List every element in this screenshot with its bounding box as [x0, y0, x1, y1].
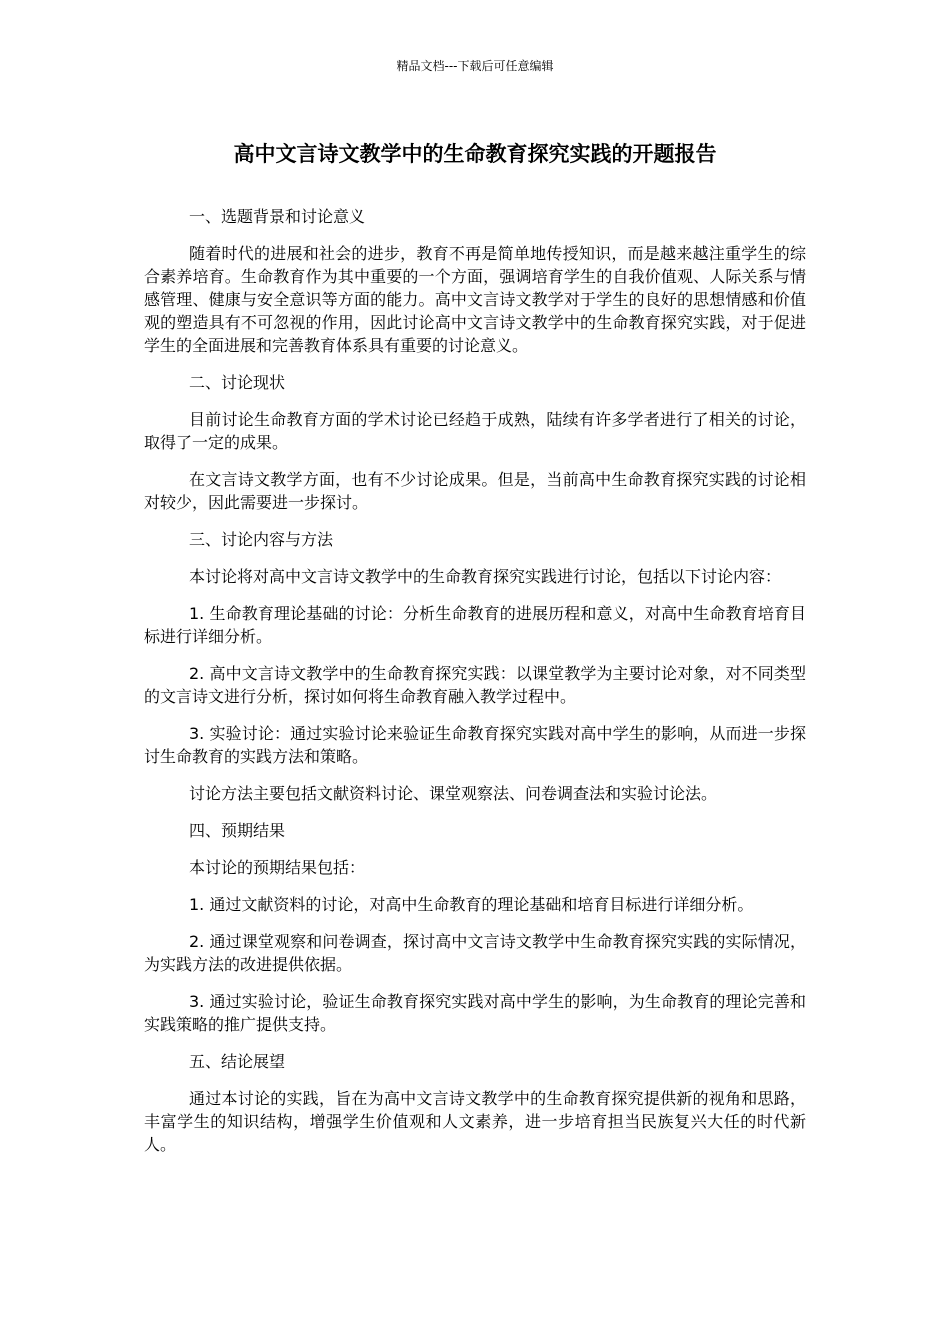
paragraph-content-intro: 本讨论将对高中文言诗文教学中的生命教育探究实践进行讨论，包括以下讨论内容：	[189, 567, 782, 586]
section-heading-status: 二、讨论现状	[189, 373, 286, 392]
list-item-expected-2: 2. 通过课堂观察和问卷调查，探讨高中文言诗文教学中生命教育探究实践的实际情况，为实践方法的改进提供依据。	[144, 932, 806, 974]
page-header: 精品文档---下载后可任意编辑	[396, 59, 554, 73]
list-item-expected-1: 1. 通过文献资料的讨论，对高中生命教育的理论基础和培育目标进行详细分析。	[189, 895, 754, 914]
section-heading-background: 一、选题背景和讨论意义	[189, 207, 366, 226]
paragraph-status-2: 在文言诗文教学方面，也有不少讨论成果。但是，当前高中生命教育探究实践的讨论相对较少，因此需要进一步探讨。	[144, 470, 806, 512]
list-item-content-3: 3. 实验讨论：通过实验讨论来验证生命教育探究实践对高中学生的影响，从而进一步探讨生命教育的实践方法和策略。	[144, 724, 806, 766]
paragraph-methods: 讨论方法主要包括文献资料讨论、课堂观察法、问卷调查法和实验讨论法。	[189, 784, 718, 803]
list-item-expected-3: 3. 通过实验讨论，验证生命教育探究实践对高中学生的影响，为生命教育的理论完善和实践策略的推广提供支持。	[144, 992, 806, 1034]
paragraph-status-1: 目前讨论生命教育方面的学术讨论已经趋于成熟，陆续有许多学者进行了相关的讨论，取得了一定的成果。	[144, 410, 806, 452]
list-item-content-2: 2. 高中文言诗文教学中的生命教育探究实践：以课堂教学为主要讨论对象，对不同类型的文言诗文进行分析，探讨如何将生命教育融入教学过程中。	[144, 664, 806, 706]
paragraph-conclusion: 通过本讨论的实践，旨在为高中文言诗文教学中的生命教育探究提供新的视角和思路，丰富学生的知识结构，增强学生价值观和人文素养，进一步培育担当民族复兴大任的时代新人。	[144, 1089, 806, 1154]
paragraph-background: 随着时代的进展和社会的进步，教育不再是简单地传授知识，而是越来越注重学生的综合素养培育。生命教育作为其中重要的一个方面，强调培育学生的自我价值观、人际关系与情感管理、健康与安全意识等方面的能力。高中文言诗文教学对于学生的良好的思想情感和价值观的塑造具有不可忽视的作用，因此讨论高中文言诗文教学中的生命教育探究实践，对于促进学生的全面进展和完善教育体系具有重要的讨论意义。	[144, 244, 806, 355]
list-item-content-1: 1. 生命教育理论基础的讨论：分析生命教育的进展历程和意义，对高中生命教育培育目标进行详细分析。	[144, 604, 806, 646]
section-heading-content-method: 三、讨论内容与方法	[189, 530, 334, 549]
document-title: 高中文言诗文教学中的生命教育探究实践的开题报告	[233, 142, 717, 166]
section-heading-expected: 四、预期结果	[189, 821, 286, 840]
paragraph-expected-intro: 本讨论的预期结果包括：	[189, 858, 366, 877]
document-body	[144, 205, 806, 1170]
section-heading-conclusion: 五、结论展望	[189, 1052, 286, 1071]
